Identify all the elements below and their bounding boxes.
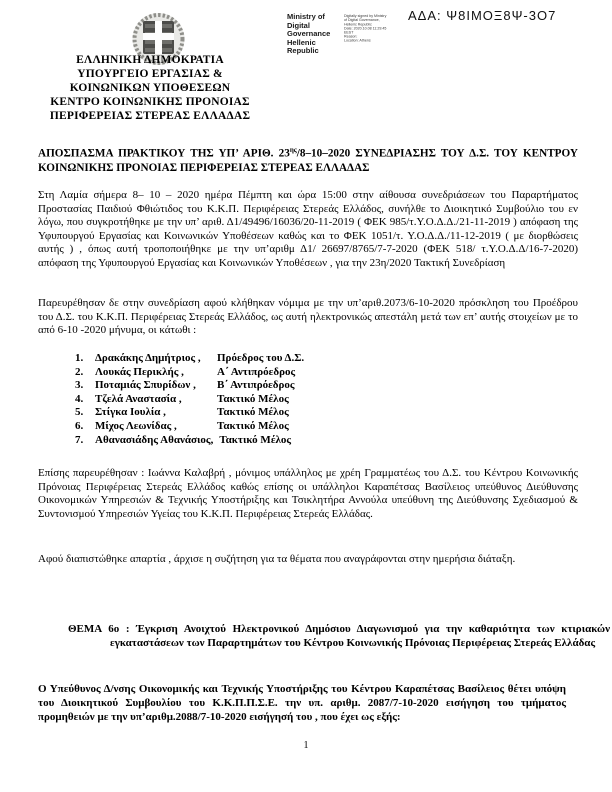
attendee-name: Ποταμιάς Σπυρίδων ,	[95, 379, 196, 392]
attendee-name: Αθανασιάδης Αθανάσιος,	[95, 433, 214, 446]
header-line: ΚΕΝΤΡΟ ΚΟΙΝΩΝΙΚΗΣ ΠΡΟΝΟΙΑΣ	[50, 96, 250, 108]
header-line: ΥΠΟΥΡΓΕΙΟ ΕΡΓΑΣΙΑΣ &	[77, 68, 223, 80]
document-title	[38, 144, 578, 175]
attendee-number: 4.	[75, 392, 84, 405]
attendee-number: 6.	[75, 419, 84, 432]
attendee-row	[75, 393, 495, 407]
title-text: /8–10–2020 ΣΥΝΕΔΡΙΑΣΗΣ ΤΟΥ Δ.Σ. ΤΟΥ ΚΕΝΤΡΟΥ ΚΟΙΝΩΝΙΚΗΣ ΠΡΟΝΟΙΑΣ ΠΕΡΙΦΕΡΕΙΑΣ ΣΤΕΡΕΑΣ ΕΛΛΑΔΑΣ	[38, 147, 579, 174]
attendee-name: Λουκάς Περικλής ,	[95, 365, 184, 378]
stamp-line: Ministry of Digital	[287, 12, 325, 30]
paragraph-session-details: Στη Λαμία σήμερα 8– 10 – 2020 ημέρα Πέμπτη και ώρα 15:00 στην αίθουσα συνεδριάσεων του Παραρτήματος Προστασίας Παιδιού Φθιώτιδος του Κ.Κ.Π. Περιφέρειας Στερεάς Ελλάδος, συνήλθε το Διοικητικό Συμβούλιο του εν λόγω, που συγκροτήθηκε με την υπ’ αριθ. Δ1/49496/16036/20-11-2019 ( ΦΕΚ 985/τ.Υ.Ο.Δ.Δ./21-11-2019 ) απόφαση της Υφυπουργού Εργασίας και Κοινωνικών Υποθέσεων καθώς και το ΦΕΚ 1051/τ. Υ.Ο.Δ.Δ./11-12-2019 ( με διορθώσεις αυτής ) , όπως αυτή τροποποιήθηκε με την υπ’αριθμ Δ1/ 26697/8765/7-7-2020 (ΦΕΚ 518/ τ.Υ.Ο.Δ.Δ/16-7-2020) απόφαση της Υφυπουργού Εργασίας και Κοινωνικών Υποθέσεων , για την 23η/2020 Τακτική Συνεδρίαση	[38, 189, 578, 269]
title-text: ΑΠΟΣΠΑΣΜΑ ΠΡΑΚΤΙΚΟΥ ΤΗΣ ΥΠ’ ΑΡΙΘ. 23	[38, 147, 290, 160]
header-line: ΠΕΡΙΦΕΡΕΙΑΣ ΣΤΕΡΕΑΣ ΕΛΛΑΔΑΣ	[49, 110, 251, 122]
attendee-role: Α΄ Αντιπρόεδρος	[217, 365, 296, 378]
title-superscript: ης	[289, 146, 297, 154]
attendee-number: 7.	[75, 433, 84, 446]
topic-text: Έγκριση Ανοιχτού Ηλεκτρονικού Δημόσιου Διαγωνισμού για την καθαριότητα των κτιριακών εγκαταστάσεων των Παραρτημάτων του Κέντρου Κοινωνικής Πρόνοιας Περιφέρειας Στερεάς Ελλάδας	[110, 623, 610, 649]
attendee-name: Στίγκα Ιουλία ,	[95, 406, 166, 419]
signature-line: of Digital Governance,	[344, 18, 380, 23]
paragraph-quorum: Αφού διαπιστώθηκε απαρτία , άρχισε η συζήτηση για τα θέματα που αναγράφονται στην ημερήσια διάταξη.	[38, 553, 516, 565]
stamp-line: Hellenic Republic	[287, 37, 319, 55]
attendee-row	[75, 434, 495, 448]
attendee-name: Μίχος Λεωνίδας ,	[95, 419, 177, 432]
digital-signature-details	[344, 14, 398, 42]
attendee-row	[75, 379, 495, 393]
attendee-name: Δρακάκης Δημήτριος ,	[95, 352, 201, 364]
paragraph-invitation: Παρευρέθησαν δε στην συνεδρίαση αφού κλήθηκαν νόμιμα με την υπ’αριθ.2073/6-10-2020 πρόσκληση του Προέδρου του Δ.Σ. του Κ.Κ.Π. Περιφέρειας Στερεάς Ελλάδος, ως αυτή ηλεκτρονικώς απεστάλη μετά των επ’ αυτής στοιχείων με το από 6-10 -2020 μήνυμα, οι κάτωθι :	[38, 297, 578, 337]
attendee-role: Τακτικό Μέλος	[217, 406, 289, 419]
attendee-row	[75, 366, 495, 380]
attendee-number: 1.	[75, 352, 84, 364]
signature-line: Digitally signed by Ministry	[344, 14, 387, 19]
attendee-role: Τακτικό Μέλος	[219, 433, 292, 446]
stamp-line: Governance	[287, 29, 331, 38]
attendee-role: Πρόεδρος του Δ.Σ.	[217, 352, 305, 364]
attendee-row	[75, 406, 495, 420]
attendee-role: Β΄ Αντιπρόεδρος	[217, 379, 295, 392]
signature-line: Reason:	[344, 34, 358, 39]
signature-line: EEST	[344, 30, 354, 35]
page-number: 1	[303, 740, 309, 751]
paragraph-closing: Ο Υπεύθυνος Δ/νσης Οικονομικής και Τεχνικής Υποστήριξης του Κέντρου Καραπέτσας Βασίλειος θέτει υπόψη του Διοικητικού Συμβουλίου του Κ.Κ.Π.Π.Σ.Ε. την υπ. αριθμ. 2087/7-10-2020 εισήγηση του τμήματος προμηθειών με την υπ’αριθμ.2088/7-10-2020 εισήγησή του , που έχει ως εξής:	[38, 683, 566, 723]
signature-line: Date: 2020.10.08 11:29:45	[344, 26, 387, 31]
attendee-role: Τακτικό Μέλος	[217, 392, 289, 405]
government-header	[18, 53, 282, 123]
topic-heading	[68, 622, 610, 650]
topic-label: ΘΕΜΑ 6ο :	[68, 623, 130, 635]
attendee-name: Τζελά Αναστασία ,	[95, 392, 182, 405]
attendee-number: 2.	[75, 365, 84, 378]
attendees-list	[75, 352, 495, 447]
signature-line: Location: Athens	[344, 38, 371, 43]
paragraph-also-present: Επίσης παρευρέθησαν : Ιωάννα Καλαβρή , μόνιμος υπάλληλος με χρέη Γραμματέως του Δ.Σ. του Κέντρου Κοινωνικής Πρόνοιας Περιφέρειας Στερεάς Ελλάδος καθώς επίσης οι υπάλληλοι Καραπέτσας Βασίλειος υπεύθυνος Διεύθυνσης Οικονομικών Υπηρεσιών & Τεχνικής Υποστήριξης και Τσικλητήρα Αννούλα υπεύθυνη της Διεύθυνσης Σχεδιασμού & Συντονισμού Υπηρεσιών Υγείας του Κ.Κ.Π. Περιφέρειας Στερεάς Ελλάδας.	[38, 467, 578, 520]
attendee-number: 5.	[75, 406, 84, 419]
attendee-role: Τακτικό Μέλος	[217, 419, 289, 432]
signature-line: Hellenic Republic	[344, 22, 372, 27]
ada-code: ΑΔΑ: Ψ8ΙΜΟΞ8Ψ-3Ο7	[408, 8, 557, 23]
attendee-number: 3.	[75, 379, 84, 392]
attendee-row	[75, 420, 495, 434]
attendee-row	[75, 352, 495, 366]
digital-governance-stamp	[287, 13, 345, 56]
header-line: ΚΟΙΝΩΝΙΚΩΝ ΥΠΟΘΕΣΕΩΝ	[69, 82, 231, 94]
header-line: ΕΛΛΗΝΙΚΗ ΔΗΜΟΚΡΑΤΙΑ	[76, 54, 224, 66]
